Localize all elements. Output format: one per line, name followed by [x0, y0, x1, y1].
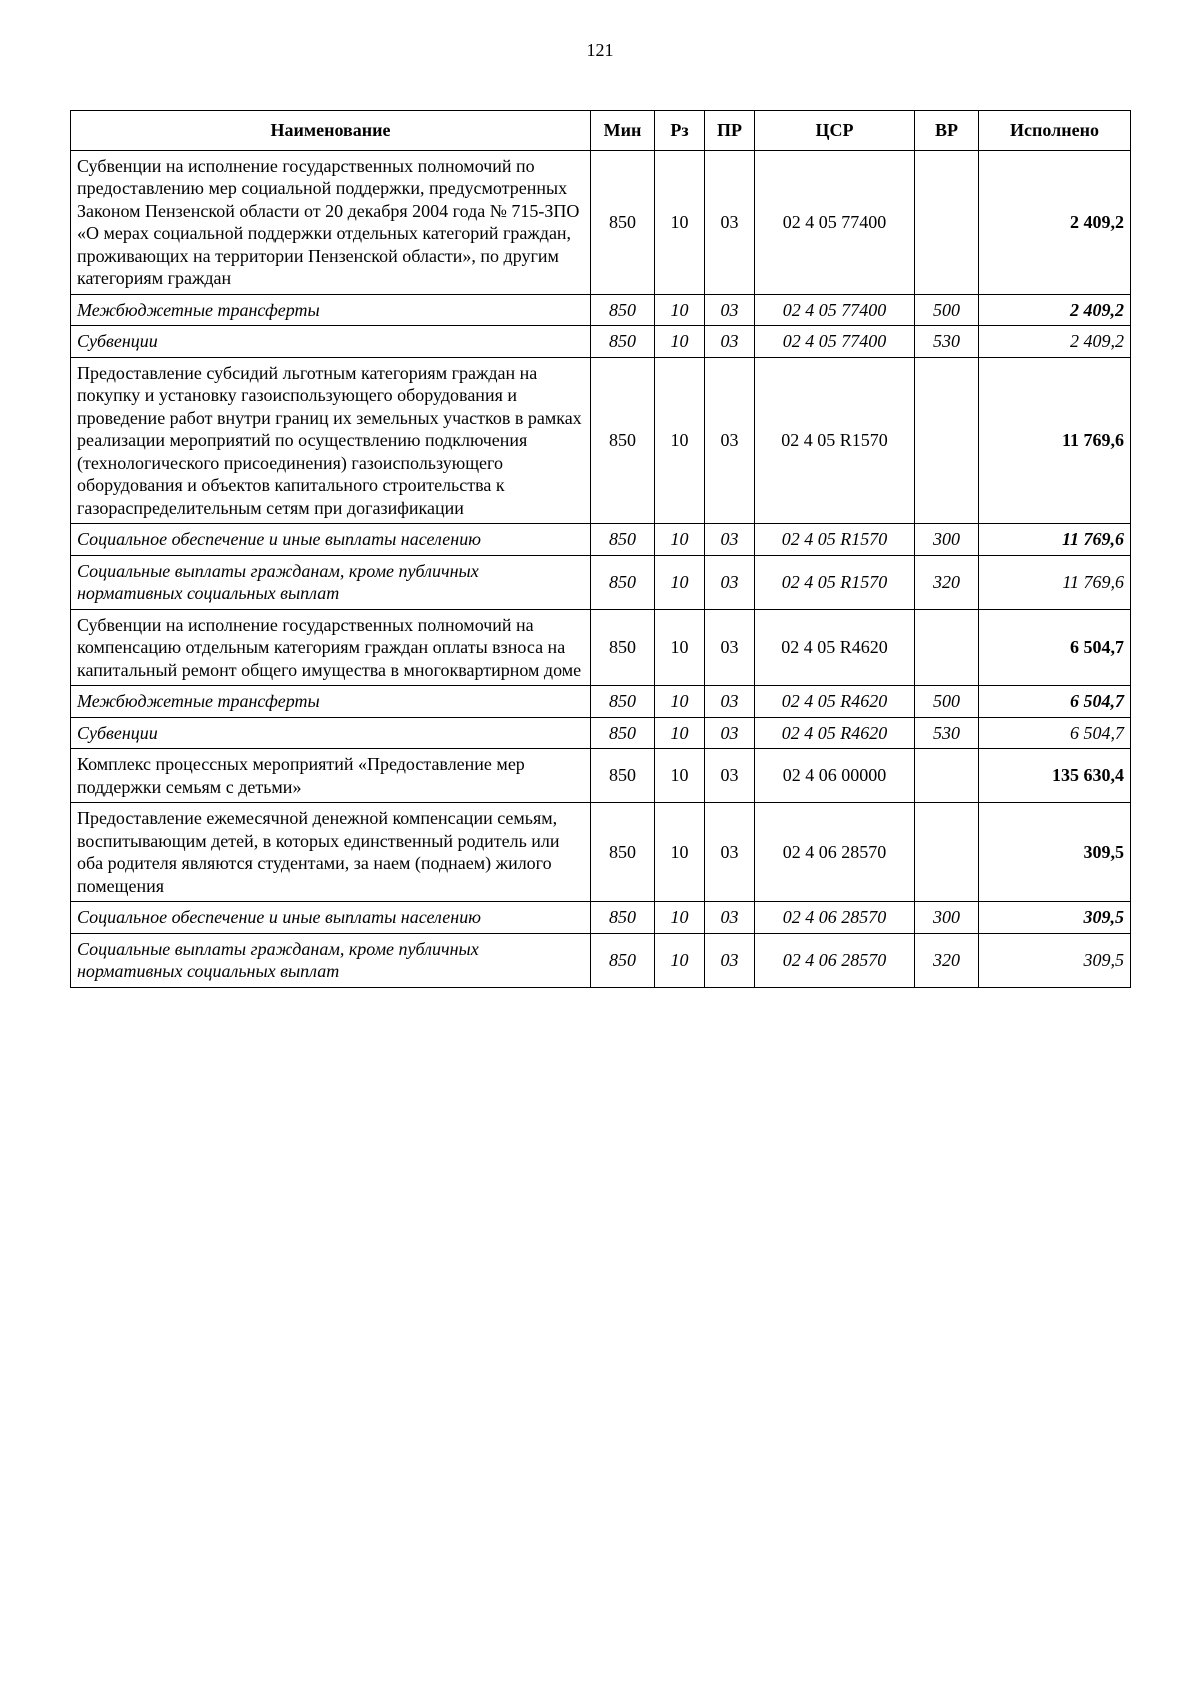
row-amount: 6 504,7 — [979, 609, 1131, 686]
row-vr: 530 — [915, 717, 979, 749]
row-rz: 10 — [655, 902, 705, 934]
row-min: 850 — [591, 294, 655, 326]
row-pr: 03 — [705, 902, 755, 934]
row-vr — [915, 357, 979, 524]
row-pr: 03 — [705, 357, 755, 524]
row-vr: 500 — [915, 686, 979, 718]
row-min: 850 — [591, 326, 655, 358]
row-min: 850 — [591, 749, 655, 803]
row-name: Межбюджетные трансферты — [71, 294, 591, 326]
row-name: Межбюджетные трансферты — [71, 686, 591, 718]
table-row — [71, 933, 1131, 987]
row-amount: 135 630,4 — [979, 749, 1131, 803]
row-rz: 10 — [655, 749, 705, 803]
row-pr: 03 — [705, 803, 755, 902]
header-ispolneno: Исполнено — [979, 111, 1131, 151]
row-rz: 10 — [655, 933, 705, 987]
table-row — [71, 150, 1131, 294]
row-csr: 02 4 06 28570 — [755, 902, 915, 934]
table-row — [71, 555, 1131, 609]
row-name: Социальное обеспечение и иные выплаты населению — [71, 902, 591, 934]
header-rz: Рз — [655, 111, 705, 151]
header-vr: ВР — [915, 111, 979, 151]
row-vr: 320 — [915, 933, 979, 987]
row-vr — [915, 150, 979, 294]
row-amount: 6 504,7 — [979, 686, 1131, 718]
row-amount: 309,5 — [979, 902, 1131, 934]
table-row — [71, 686, 1131, 718]
header-min: Мин — [591, 111, 655, 151]
row-csr: 02 4 05 R4620 — [755, 686, 915, 718]
row-pr: 03 — [705, 933, 755, 987]
row-name: Субвенции на исполнение государственных полномочий на компенсацию отдельным категориям граждан оплаты взноса на капитальный ремонт общего имущества в многоквартирном доме — [71, 609, 591, 686]
row-amount: 6 504,7 — [979, 717, 1131, 749]
row-rz: 10 — [655, 524, 705, 556]
row-csr: 02 4 05 R1570 — [755, 524, 915, 556]
row-rz: 10 — [655, 326, 705, 358]
row-pr: 03 — [705, 524, 755, 556]
table-row — [71, 294, 1131, 326]
header-name: Наименование — [71, 111, 591, 151]
row-rz: 10 — [655, 686, 705, 718]
table-header-row — [71, 111, 1131, 151]
row-csr: 02 4 06 28570 — [755, 803, 915, 902]
row-name: Субвенции — [71, 717, 591, 749]
row-amount: 2 409,2 — [979, 294, 1131, 326]
row-csr: 02 4 05 77400 — [755, 326, 915, 358]
row-min: 850 — [591, 555, 655, 609]
row-vr: 300 — [915, 524, 979, 556]
row-amount: 11 769,6 — [979, 524, 1131, 556]
row-rz: 10 — [655, 717, 705, 749]
row-min: 850 — [591, 686, 655, 718]
row-name: Социальные выплаты гражданам, кроме публичных нормативных социальных выплат — [71, 933, 591, 987]
row-amount: 309,5 — [979, 933, 1131, 987]
row-pr: 03 — [705, 749, 755, 803]
table-row — [71, 326, 1131, 358]
row-vr — [915, 749, 979, 803]
page-number: 121 — [586, 40, 614, 60]
table-row — [71, 717, 1131, 749]
row-vr — [915, 609, 979, 686]
row-csr: 02 4 05 77400 — [755, 294, 915, 326]
row-pr: 03 — [705, 326, 755, 358]
row-min: 850 — [591, 357, 655, 524]
row-name: Субвенции — [71, 326, 591, 358]
header-pr: ПР — [705, 111, 755, 151]
table-row — [71, 803, 1131, 902]
row-csr: 02 4 06 28570 — [755, 933, 915, 987]
row-pr: 03 — [705, 686, 755, 718]
row-vr — [915, 803, 979, 902]
row-name: Предоставление ежемесячной денежной компенсации семьям, воспитывающим детей, в которых единственный родитель или оба родителя являются студентами, за наем (поднаем) жилого помещения — [71, 803, 591, 902]
row-rz: 10 — [655, 150, 705, 294]
row-name: Субвенции на исполнение государственных полномочий по предоставлению мер социальной поддержки, предусмотренных Законом Пензенской области от 20 декабря 2004 года № 715-ЗПО «О мерах социальной поддержки отдельных категорий граждан, проживающих на территории Пензенской области», по другим категориям граждан — [71, 150, 591, 294]
row-amount: 2 409,2 — [979, 150, 1131, 294]
row-pr: 03 — [705, 294, 755, 326]
row-name: Социальное обеспечение и иные выплаты населению — [71, 524, 591, 556]
row-vr: 530 — [915, 326, 979, 358]
row-min: 850 — [591, 150, 655, 294]
row-vr: 320 — [915, 555, 979, 609]
row-amount: 11 769,6 — [979, 357, 1131, 524]
row-min: 850 — [591, 902, 655, 934]
row-csr: 02 4 05 R1570 — [755, 555, 915, 609]
header-csr: ЦСР — [755, 111, 915, 151]
row-min: 850 — [591, 717, 655, 749]
row-amount: 309,5 — [979, 803, 1131, 902]
table-row — [71, 902, 1131, 934]
row-amount: 11 769,6 — [979, 555, 1131, 609]
row-min: 850 — [591, 524, 655, 556]
row-rz: 10 — [655, 357, 705, 524]
table-row — [71, 524, 1131, 556]
row-csr: 02 4 05 R1570 — [755, 357, 915, 524]
table-row — [71, 357, 1131, 524]
row-csr: 02 4 05 R4620 — [755, 717, 915, 749]
budget-table — [70, 110, 1131, 988]
row-vr: 300 — [915, 902, 979, 934]
row-pr: 03 — [705, 555, 755, 609]
row-csr: 02 4 06 00000 — [755, 749, 915, 803]
row-min: 850 — [591, 803, 655, 902]
row-min: 850 — [591, 933, 655, 987]
row-name: Предоставление субсидий льготным категориям граждан на покупку и установку газоиспользующего оборудования и проведение работ внутри границ их земельных участков в рамках реализации мероприятий по осуществлению подключения (технологического присоединения) газоиспользующего оборудования и объектов капитального строительства к газораспределительным сетям при догазификации — [71, 357, 591, 524]
row-pr: 03 — [705, 150, 755, 294]
row-min: 850 — [591, 609, 655, 686]
row-name: Комплекс процессных мероприятий «Предоставление мер поддержки семьям с детьми» — [71, 749, 591, 803]
row-csr: 02 4 05 R4620 — [755, 609, 915, 686]
row-vr: 500 — [915, 294, 979, 326]
row-name: Социальные выплаты гражданам, кроме публичных нормативных социальных выплат — [71, 555, 591, 609]
row-rz: 10 — [655, 555, 705, 609]
row-rz: 10 — [655, 294, 705, 326]
row-pr: 03 — [705, 609, 755, 686]
row-rz: 10 — [655, 609, 705, 686]
table-row — [71, 609, 1131, 686]
row-pr: 03 — [705, 717, 755, 749]
row-rz: 10 — [655, 803, 705, 902]
table-row — [71, 749, 1131, 803]
row-csr: 02 4 05 77400 — [755, 150, 915, 294]
row-amount: 2 409,2 — [979, 326, 1131, 358]
